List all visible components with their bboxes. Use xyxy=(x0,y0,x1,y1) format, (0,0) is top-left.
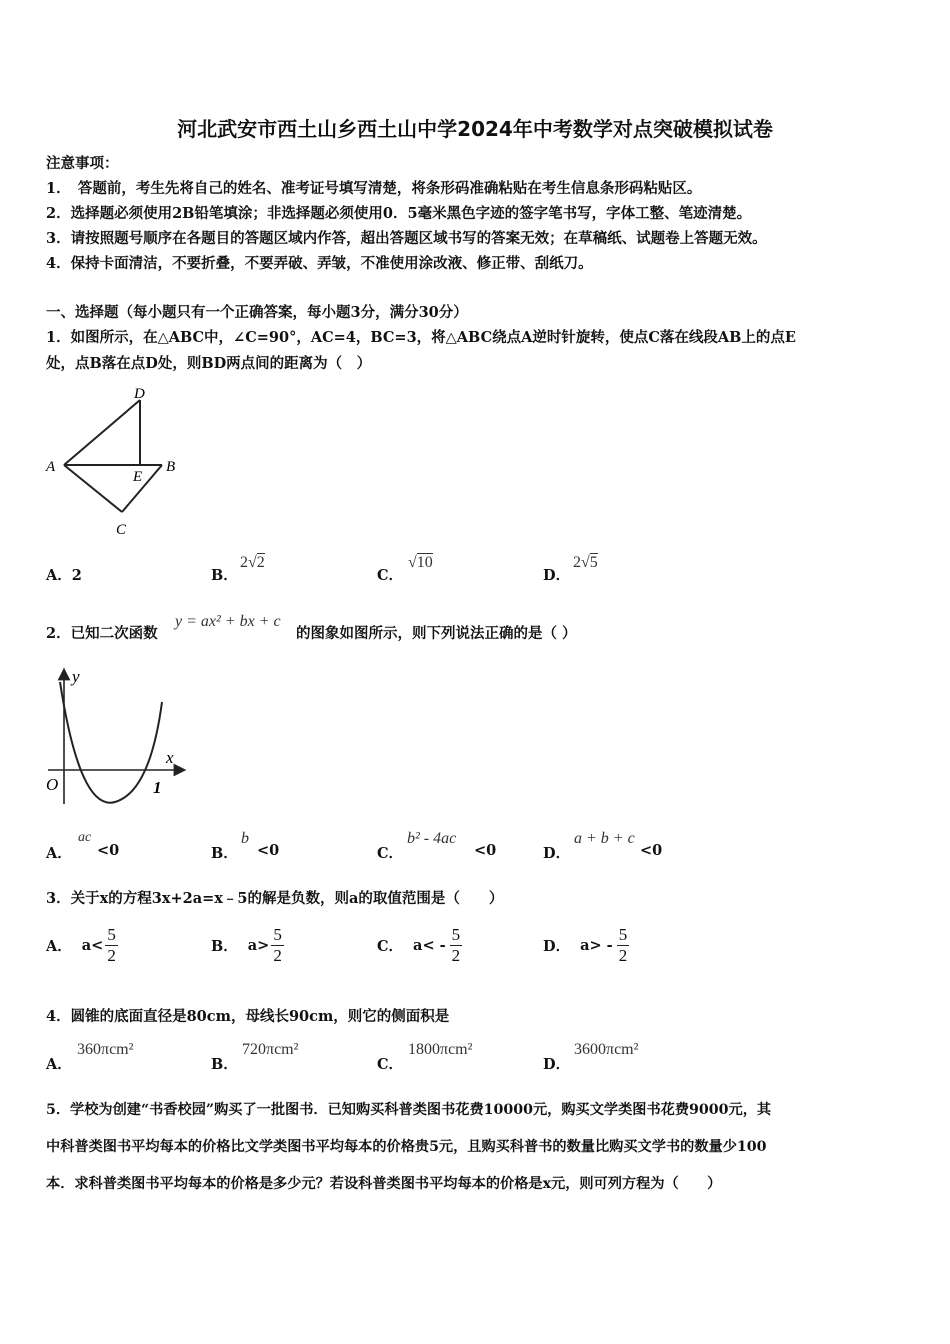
notice-item: 1． 答题前，考生先将自己的姓名、准考证号填写清楚，将条形码准确粘贴在考生信息条形码粘贴区。 xyxy=(46,180,702,197)
label-a: A xyxy=(46,459,56,475)
q4-option-d-value: 3600πcm² xyxy=(574,1041,639,1058)
tick-one-label: 1 xyxy=(153,778,162,797)
q4-option-a-label: A． xyxy=(46,1056,72,1073)
q1-option-d-label: D． xyxy=(543,567,571,584)
q2-option-b-expr: b xyxy=(241,830,249,847)
label-e: E xyxy=(133,469,143,485)
page-title: 河北武安市西土山乡西土山中学2024年中考数学对点突破模拟试卷 xyxy=(177,117,773,141)
q2-option-a-rel: <0 xyxy=(97,842,120,859)
question-2-prefix: 2．已知二次函数 xyxy=(46,625,158,642)
q3-option-c: C． a< - $\frac{5}{2}$ xyxy=(377,924,461,965)
q1-option-d-value: 2√5 xyxy=(573,554,598,571)
label-d: D xyxy=(134,386,145,402)
question-2-function: y = ax² + bx + c xyxy=(175,613,281,630)
question-5-line-3: 本．求科普类图书平均每本的价格是多少元？若设科普类图书平均每本的价格是x元，则可列方程为（ ） xyxy=(46,1176,722,1192)
q1-option-c-value: √10 xyxy=(408,554,433,571)
q2-option-c-expr: b² - 4ac xyxy=(407,830,457,847)
origin-label: O xyxy=(46,775,59,794)
q1-option-b-label: B． xyxy=(211,567,238,584)
q4-option-b-label: B． xyxy=(211,1056,238,1073)
question-2-suffix: 的图象如图所示，则下列说法正确的是（ ） xyxy=(296,625,577,642)
section-heading: 一、选择题（每小题只有一个正确答案，每小题3分，满分30分） xyxy=(46,304,468,321)
q4-option-a-value: 360πcm² xyxy=(77,1041,134,1058)
question-1-line-1: 1．如图所示，在△ABC中，∠C=90°，AC=4，BC=3，将△ABC绕点A逆时针旋转，使点C落在线段AB上的点E xyxy=(46,329,796,346)
question-4-text: 4．圆锥的底面直径是80cm，母线长90cm，则它的侧面积是 xyxy=(46,1008,450,1025)
q2-option-c-label: C． xyxy=(377,845,404,862)
q4-option-c-label: C． xyxy=(377,1056,404,1073)
q2-option-a-expr: ac xyxy=(78,830,92,845)
question-5-line-2: 中科普类图书平均每本的价格比文学类图书平均每本的价格贵5元，且购买科普书的数量比购买文学书的数量少100 xyxy=(46,1139,767,1155)
q3-option-a: A． a< $\frac{5}{2}$ xyxy=(46,924,116,965)
question-3-text: 3．关于x的方程3x+2a=x﹣5的解是负数，则a的取值范围是（ ） xyxy=(46,890,504,907)
label-b: B xyxy=(166,459,176,475)
q2-option-b-label: B． xyxy=(211,845,238,862)
notice-item: 3．请按照题号顺序在各题目的答题区域内作答，超出答题区域书写的答案无效；在草稿纸、试题卷上答题无效。 xyxy=(46,230,767,247)
q2-option-a-label: A． xyxy=(46,845,72,862)
q1-option-a: A．2 xyxy=(46,567,82,584)
axis-y-label: y xyxy=(72,667,80,686)
q3-option-d: D． a> - $\frac{5}{2}$ xyxy=(543,924,628,965)
notice-heading: 注意事项： xyxy=(46,155,119,172)
question-1-line-2: 处，点B落在点D处，则BD两点间的距离为（ ） xyxy=(46,355,372,372)
label-c: C xyxy=(116,522,127,538)
q1-option-c-label: C． xyxy=(377,567,404,584)
q2-option-d-label: D． xyxy=(543,845,571,862)
q1-option-b-value: 2√2 xyxy=(240,554,265,571)
axis-x-label: x xyxy=(166,748,174,767)
q4-option-b-value: 720πcm² xyxy=(242,1041,299,1058)
q2-option-d-rel: <0 xyxy=(640,842,663,859)
q2-option-d-expr: a + b + c xyxy=(574,830,635,847)
parabola-graph-figure xyxy=(40,662,200,812)
q4-option-d-label: D． xyxy=(543,1056,571,1073)
notice-item: 2．选择题必须使用2B铅笔填涂；非选择题必须使用0．5毫米黑色字迹的签字笔书写，字体工整、笔迹清楚。 xyxy=(46,205,752,222)
q2-option-c-rel: <0 xyxy=(474,842,497,859)
question-5-line-1: 5．学校为创建“书香校园”购买了一批图书．已知购买科普类图书花费10000元，购买文学类图书花费9000元，其 xyxy=(46,1102,772,1118)
q2-option-b-rel: <0 xyxy=(257,842,280,859)
triangle-rotation-figure xyxy=(40,380,200,545)
q3-option-b: B． a> $\frac{5}{2}$ xyxy=(211,924,282,965)
q4-option-c-value: 1800πcm² xyxy=(408,1041,473,1058)
notice-item: 4．保持卡面清洁，不要折叠，不要弄破、弄皱，不准使用涂改液、修正带、刮纸刀。 xyxy=(46,255,593,272)
